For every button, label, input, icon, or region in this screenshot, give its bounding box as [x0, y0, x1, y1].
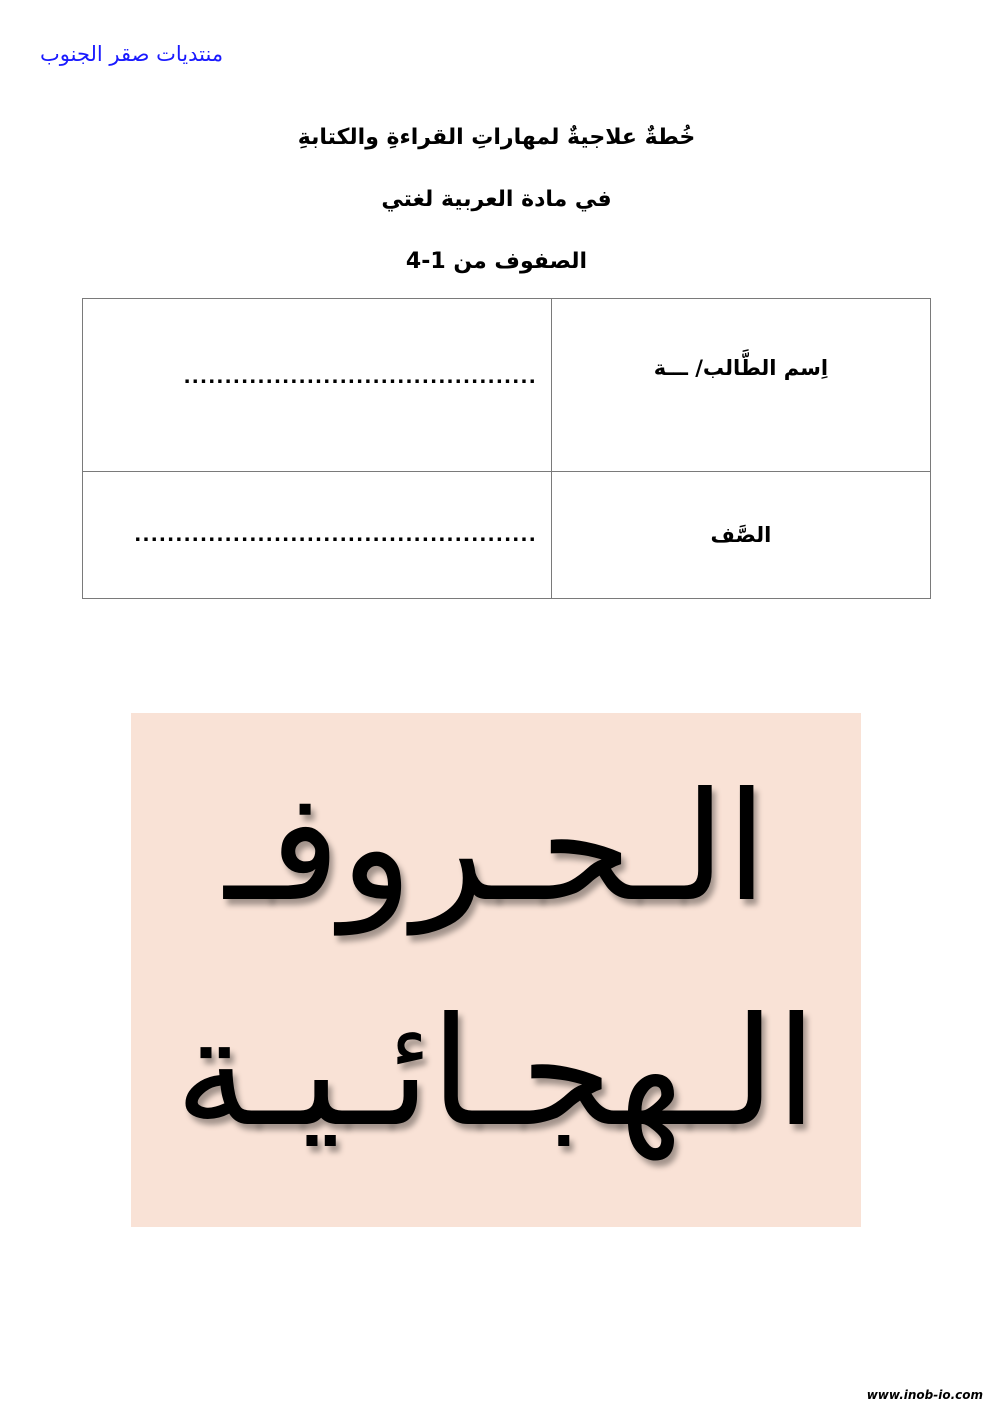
student-name-field[interactable]: ...........................................	[83, 299, 552, 472]
title-line-grades: الصفوف من 1-4	[405, 249, 588, 274]
forum-name-link[interactable]: منتديات صقر الجنوب	[40, 42, 224, 66]
banner-line-alphabet: الـهجـائـيـة	[174, 986, 818, 1160]
class-field[interactable]: .................................................	[83, 471, 552, 598]
banner-line-letters: الـحـروفـ	[224, 761, 768, 935]
title-line-plan: خُطةٌ علاجيةٌ لمهاراتِ القراءةِ والكتابةِ	[297, 125, 696, 150]
title-line-subject: في مادة العربية لغتي	[381, 187, 612, 212]
table-row-class	[83, 471, 931, 598]
student-name-label: اِسم الطَّالب/ ـــة	[551, 299, 930, 472]
document-title	[0, 118, 993, 304]
title-banner	[131, 713, 861, 1227]
student-info-table	[82, 298, 931, 599]
table-row-student-name	[83, 299, 931, 472]
footer-url-link[interactable]: www.inob-io.com	[866, 1388, 983, 1402]
class-label: الصَّف	[551, 471, 930, 598]
